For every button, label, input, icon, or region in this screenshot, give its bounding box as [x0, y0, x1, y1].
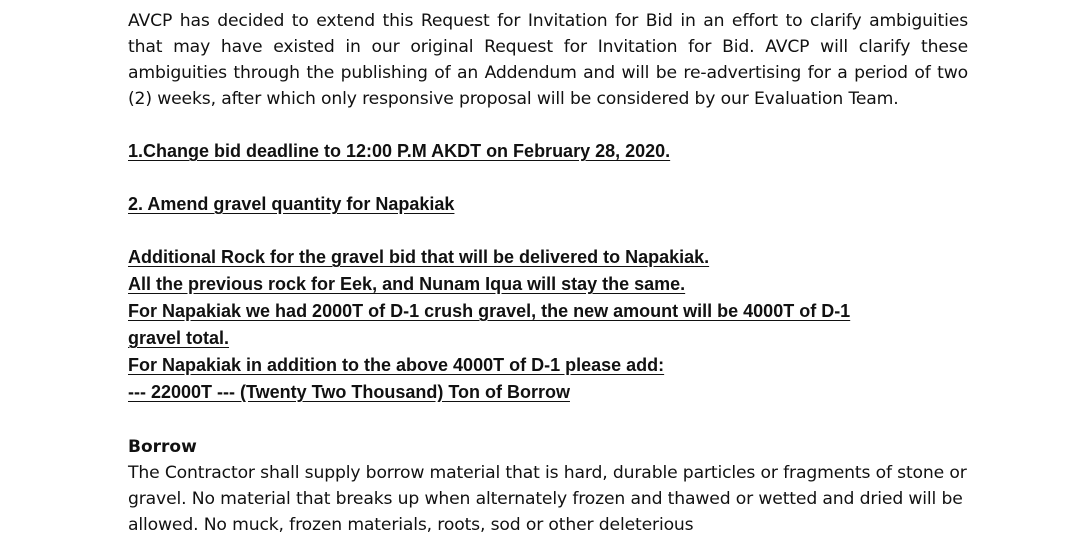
amendment-line: gravel total.	[128, 328, 230, 348]
borrow-paragraph: The Contractor shall supply borrow material that is hard, durable particles or fragments of stone or gravel. No material that breaks up when alternately frozen and thawed or wetted and dried will be allowed. No muck, frozen materials, roots, sod or other deleterious	[128, 463, 967, 535]
item-2-heading: 2. Amend gravel quantity for Napakiak	[128, 194, 455, 214]
document-page	[128, 8, 968, 538]
borrow-heading: Borrow	[128, 437, 197, 457]
amendment-line: For Napakiak in addition to the above 4000T of D-1 please add:	[128, 355, 665, 375]
amendment-line: All the previous rock for Eek, and Nunam Iqua will stay the same.	[128, 274, 686, 294]
amendment-line: For Napakiak we had 2000T of D-1 crush gravel, the new amount will be 4000T of D-1	[128, 301, 851, 321]
amendment-line: --- 22000T --- (Twenty Two Thousand) Ton of Borrow	[128, 382, 570, 402]
amendment-block	[128, 244, 968, 406]
item-1-heading: 1.Change bid deadline to 12:00 P.M AKDT on February 28, 2020.	[128, 141, 671, 161]
amendment-line: Additional Rock for the gravel bid that will be delivered to Napakiak.	[128, 247, 710, 267]
intro-paragraph: AVCP has decided to extend this Request for Invitation for Bid in an effort to clarify ambiguities that may have existed in our original Request for Invitation for Bid. AVCP will clarify these ambiguities through the publishing of an Addendum and will be re-advertising for a period of two (2) weeks, after which only responsive proposal will be considered by our Evaluation Team.	[128, 11, 968, 109]
